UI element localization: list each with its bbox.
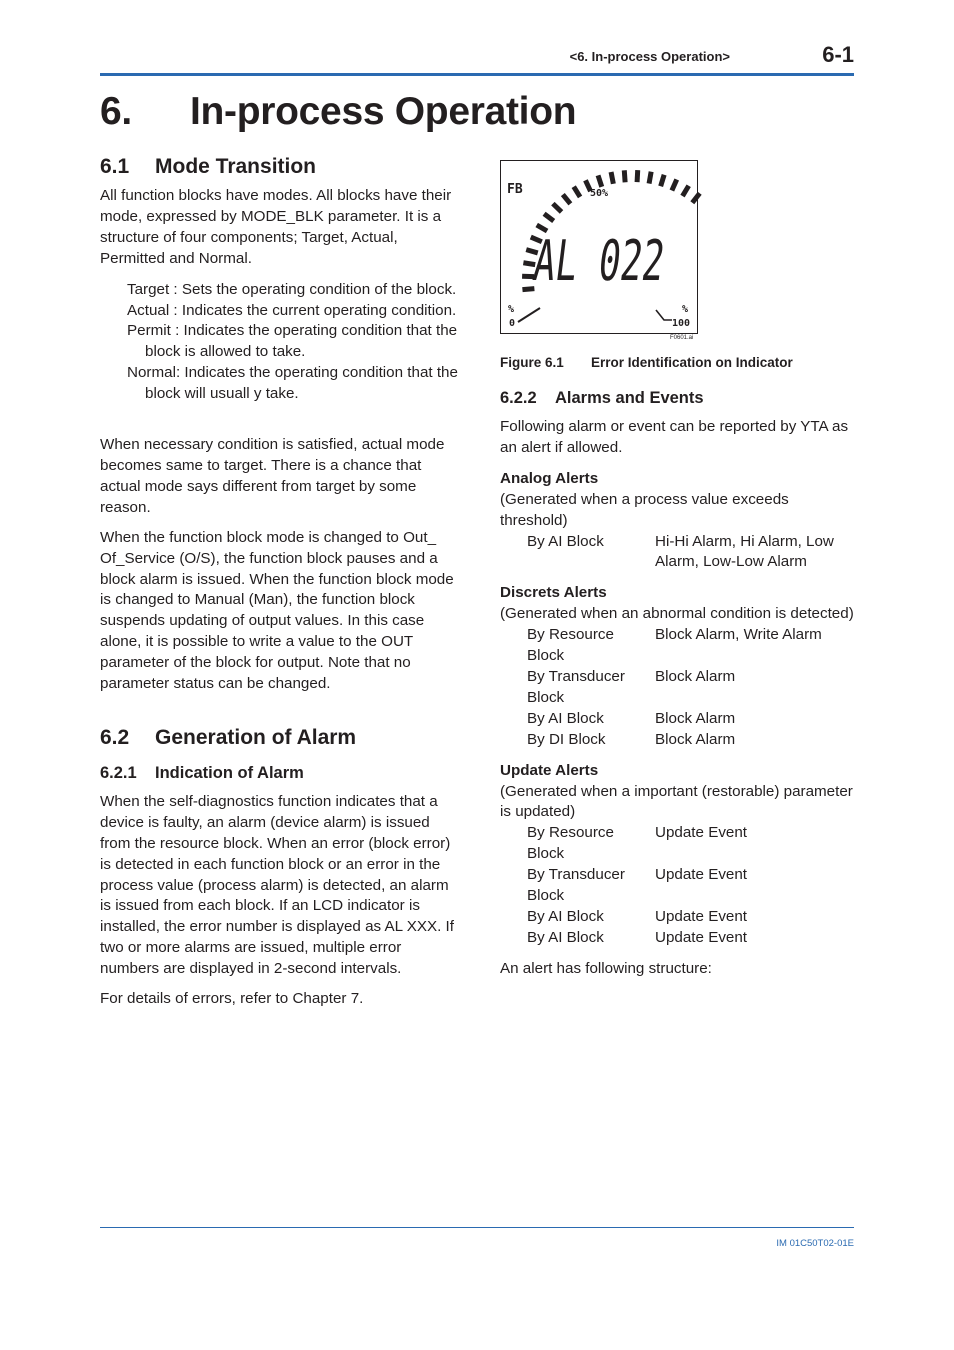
definition-permit: Permit : Indicates the operating condition that the block is allowed to take.: [127, 322, 458, 361]
analog-alerts-description: (Generated when a process value exceeds threshold): [500, 490, 789, 529]
alert-source: By Transducer Block: [527, 866, 625, 905]
subsection-number: 6.2.1: [100, 763, 137, 782]
error-reference-paragraph: For details of errors, refer to Chapter 7.: [100, 990, 364, 1008]
chapter-title: [100, 90, 576, 134]
out-of-service-paragraph: When the function block mode is changed to Out_ Of_Service (O/S), the function block pauses and a block alarm is issued. When the function block mode is changed to Manual (Man), the function block suspends updating of output values. In this case alone, it is possible to write a value to the OUT parameter of the block for output. Note that no parameter status can be changed.: [100, 528, 454, 693]
document-id: IM 01C50T02-01E: [776, 1238, 854, 1249]
subsection-heading-6-2-2: [500, 386, 858, 410]
lcd-indicator-drawing: [500, 160, 741, 334]
footer-rule: [100, 1227, 854, 1228]
alert-types: Block Alarm: [655, 709, 736, 727]
update-alerts-description: (Generated when a important (restorable) parameter is updated): [500, 782, 853, 821]
running-header: <6. In-process Operation>: [569, 49, 730, 64]
alert-source: By AI Block: [527, 709, 604, 727]
alert-row: [500, 907, 858, 928]
page-number: 6-1: [822, 42, 854, 67]
lcd-alarm-code: AL 022: [530, 229, 741, 294]
bar-graph-segment: [622, 170, 628, 182]
section-title: Mode Transition: [155, 155, 317, 178]
alert-row: [500, 625, 858, 667]
alert-types: Block Alarm, Write Alarm: [655, 626, 822, 644]
section-heading-6-2: [100, 723, 460, 753]
alert-types: Update Event: [655, 928, 748, 946]
self-diagnostics-paragraph: When the self-diagnostics function indicates that a device is faulty, an alarm (device alarm) is issued from the resource block. When an error (block error) is detected in each function block or an error in the process value (process alarm) is detected, an alarm is issued from each block. If an LCD indicator is installed, the error number is displayed as AL XXX. If two or more alarms are issued, multiple error numbers are displayed in 2-second intervals.: [100, 792, 454, 978]
lcd-fb-label: FB: [507, 182, 523, 197]
alert-source: By Resource Block: [527, 626, 614, 665]
definition-normal: Normal: Indicates the operating condition that the block will usuall y take.: [127, 364, 458, 403]
alert-source: By AI Block: [527, 928, 604, 946]
actual-mode-paragraph: When necessary condition is satisfied, actual mode becomes same to target. There is a chance that actual mode says different from target by some reason.: [100, 436, 445, 516]
mode-intro-paragraph: All function blocks have modes. All blocks have their mode, expressed by MODE_BLK parameter. It is a structure of four components; Target, Actual, Permitted and Normal.: [100, 187, 452, 267]
section-heading-6-1: [100, 152, 460, 182]
alert-types: Update Event: [655, 907, 748, 925]
alert-source: By AI Block: [527, 907, 604, 925]
alert-row: [500, 667, 858, 709]
alert-source: By Transducer Block: [527, 667, 625, 706]
alert-types: Update Event: [655, 824, 748, 842]
alert-types: Update Event: [655, 866, 748, 884]
bar-graph-segment: [635, 170, 641, 182]
alert-structure-paragraph: An alert has following structure:: [500, 959, 712, 977]
subsection-title: Indication of Alarm: [155, 763, 304, 782]
figure-caption-label: Figure 6.1: [500, 355, 564, 370]
alert-source: By Resource Block: [527, 824, 614, 863]
lcd-right-percent: %: [682, 304, 689, 315]
section-title: Generation of Alarm: [155, 725, 357, 749]
left-column: [100, 152, 460, 1010]
mode-definitions-list: [127, 280, 460, 405]
figure-file-id: F0601.ai: [670, 335, 694, 341]
definition-actual: Actual : Indicates the current operating condition.: [127, 301, 457, 319]
right-column: [500, 386, 858, 980]
alert-source: By DI Block: [527, 730, 606, 748]
analog-alerts-title: Analog Alerts: [500, 469, 599, 487]
alert-types: Block Alarm: [655, 667, 736, 685]
definition-target: Target : Sets the operating condition of the block.: [127, 280, 457, 298]
section-number: 6.1: [100, 155, 130, 178]
lcd-zero-label: 0: [509, 318, 516, 329]
header-rule: [100, 73, 854, 76]
chapter-title-text: In-process Operation: [190, 90, 577, 133]
subsection-number: 6.2.2: [500, 389, 537, 407]
lcd-50-percent-label: 50%: [590, 188, 609, 199]
alert-types: Block Alarm: [655, 730, 736, 748]
subsection-title: Alarms and Events: [555, 389, 704, 407]
alert-row: [500, 928, 858, 949]
alert-source: By AI Block: [527, 532, 604, 550]
lcd-100-label: 100: [672, 318, 691, 329]
alarms-intro-paragraph: Following alarm or event can be reported by YTA as an alert if allowed.: [500, 418, 849, 456]
figure-caption-text: Error Identification on Indicator: [591, 355, 793, 370]
alert-row: [500, 730, 858, 751]
discrete-alerts-title: Discrets Alerts: [500, 584, 607, 602]
figure-caption: [500, 355, 793, 370]
alert-row: [500, 709, 858, 730]
chapter-number: 6.: [100, 90, 132, 133]
lcd-indicator-figure: [500, 160, 741, 341]
alert-row: [500, 532, 858, 574]
lcd-left-percent: %: [508, 304, 515, 315]
subsection-heading-6-2-1: [100, 761, 460, 785]
alert-row: [500, 865, 858, 907]
alert-types: Hi-Hi Alarm, Hi Alarm, Low Alarm, Low-Low Alarm: [655, 532, 834, 571]
section-number: 6.2: [100, 725, 130, 749]
alert-row: [500, 823, 858, 865]
update-alerts-title: Update Alerts: [500, 761, 599, 779]
discrete-alerts-description: (Generated when an abnormal condition is detected): [500, 605, 854, 623]
